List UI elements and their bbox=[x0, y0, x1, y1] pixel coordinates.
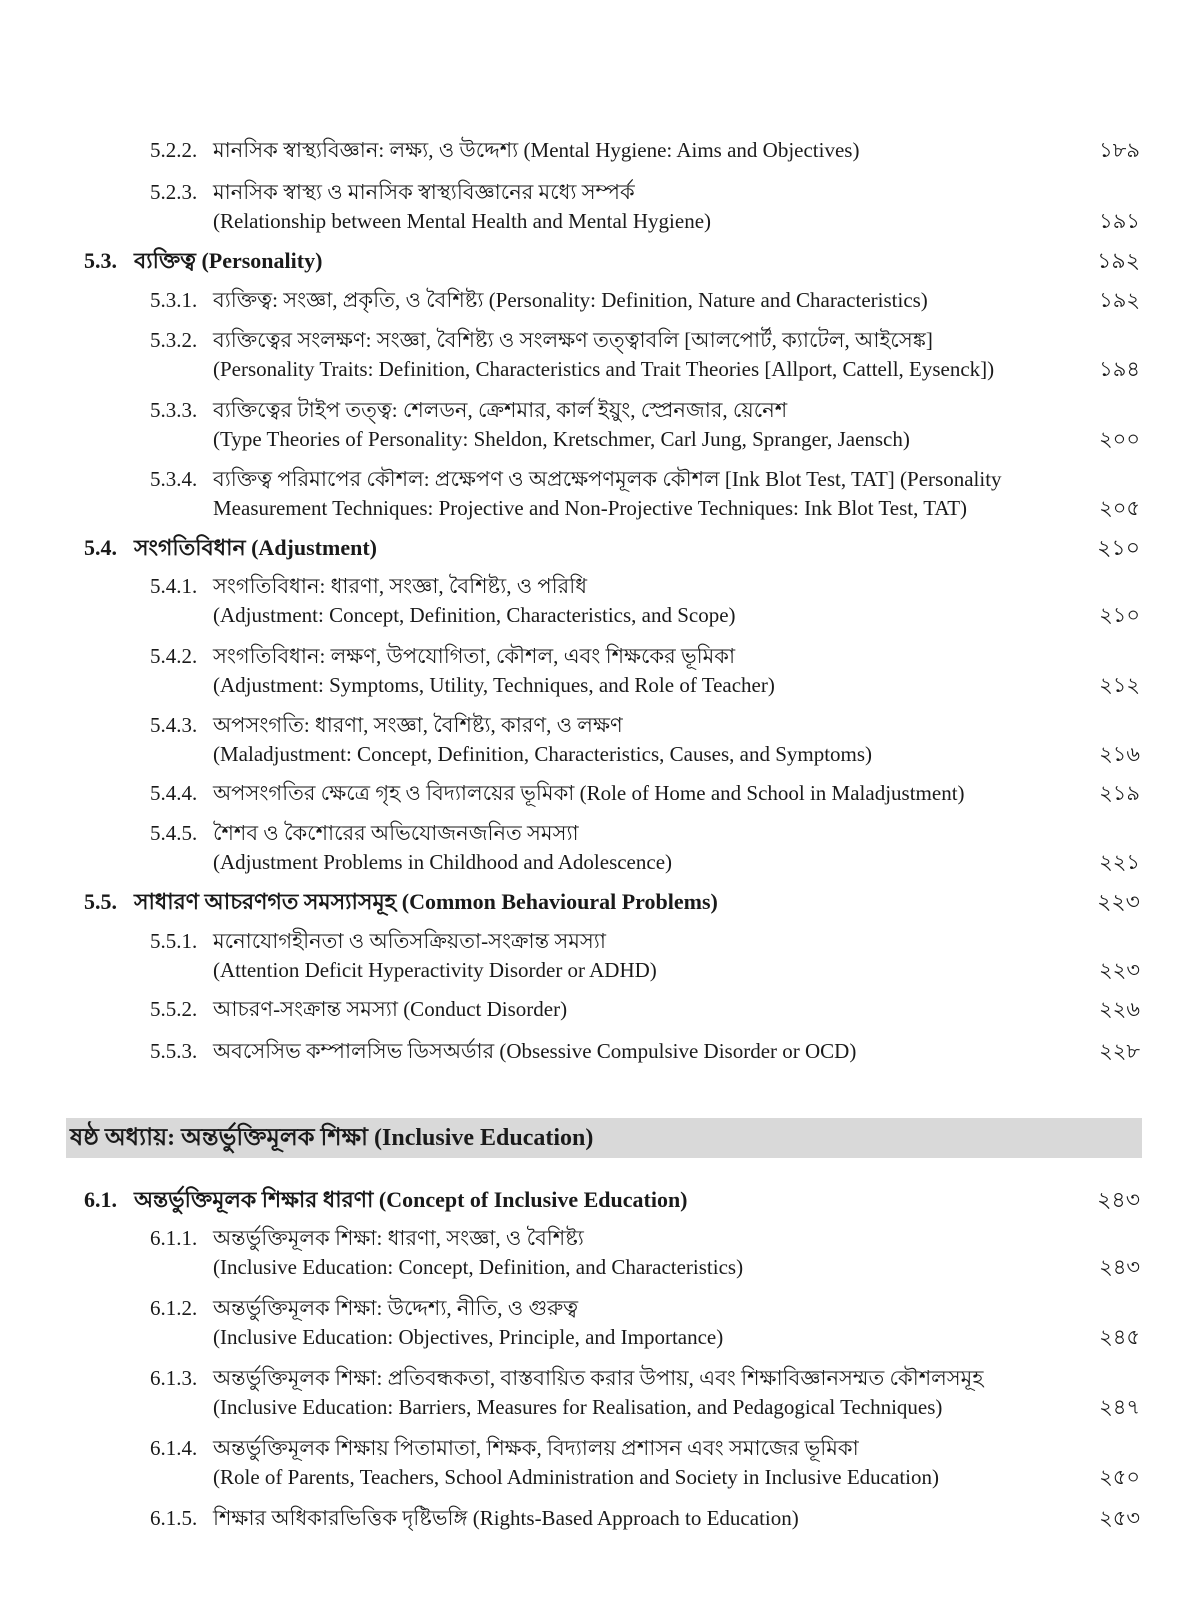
entry-number: 5.3.3. bbox=[150, 398, 198, 422]
entry-page: ২৪৫ bbox=[1099, 1325, 1140, 1349]
section-page: ২১০ bbox=[1097, 535, 1140, 560]
entry-page: ১৮৯ bbox=[1099, 138, 1140, 162]
entry-title-english: (Type Theories of Personality: Sheldon, Kretschmer, Carl Jung, Spranger, Jaensch) bbox=[213, 427, 910, 451]
section-number: 5.5. bbox=[84, 889, 117, 914]
entry-number: 5.5.3. bbox=[150, 1039, 198, 1063]
entry-number: 5.3.4. bbox=[150, 467, 198, 491]
entry-page: ২১২ bbox=[1099, 673, 1140, 697]
entry-number: 5.3.2. bbox=[150, 328, 198, 352]
entry-title-english: (Inclusive Education: Barriers, Measures for Realisation, and Pedagogical Techniques) bbox=[213, 1395, 943, 1419]
entry-number: 5.5.2. bbox=[150, 997, 198, 1021]
entry-title: ব্যক্তিত্বের টাইপ তত্ত্ব: শেলডন, ক্রেশমার, কার্ল ইয়ুং, স্প্রেনজার, য়েনেশ bbox=[213, 398, 788, 422]
entry-title-english: (Inclusive Education: Objectives, Principle, and Importance) bbox=[213, 1325, 724, 1349]
entry-title: সংগতিবিধান: লক্ষণ, উপযোগিতা, কৌশল, এবং শিক্ষকের ভূমিকা bbox=[213, 644, 736, 668]
entry-title: মানসিক স্বাস্থ্যবিজ্ঞান: লক্ষ্য, ও উদ্দেশ্য (Mental Hygiene: Aims and Objectives) bbox=[213, 138, 860, 162]
entry-number: 5.2.3. bbox=[150, 180, 198, 204]
entry-title: ব্যক্তিত্ব পরিমাপের কৌশল: প্রক্ষেপণ ও অপ্রক্ষেপণমূলক কৌশল [Ink Blot Test, TAT] (Personality bbox=[213, 467, 1002, 491]
entry-page: ২২৩ bbox=[1099, 958, 1140, 982]
entry-title: অন্তর্ভুক্তিমূলক শিক্ষা: ধারণা, সংজ্ঞা, ও বৈশিষ্ট্য bbox=[213, 1226, 584, 1250]
entry-page: ২১০ bbox=[1099, 603, 1140, 627]
entry-title: ব্যক্তিত্বের সংলক্ষণ: সংজ্ঞা, বৈশিষ্ট্য ও সংলক্ষণ তত্ত্বাবলি [আলপোর্ট, ক্যাটেল, আইসেঙ্ক] bbox=[213, 328, 933, 352]
entry-title: সংগতিবিধান: ধারণা, সংজ্ঞা, বৈশিষ্ট্য, ও পরিধি bbox=[213, 574, 588, 598]
entry-title-english: (Adjustment: Concept, Definition, Characteristics, and Scope) bbox=[213, 603, 736, 627]
entry-page: ২০০ bbox=[1099, 427, 1140, 451]
chapter-title: ষষ্ঠ অধ্যায়: অন্তর্ভুক্তিমূলক শিক্ষা (Inclusive Education) bbox=[70, 1125, 594, 1151]
entry-page: ২৫৩ bbox=[1099, 1506, 1140, 1530]
entry-title: অপসংগতি: ধারণা, সংজ্ঞা, বৈশিষ্ট্য, কারণ, ও লক্ষণ bbox=[213, 713, 623, 737]
section-title: সাধারণ আচরণগত সমস্যাসমূহ (Common Behavioural Problems) bbox=[134, 889, 718, 914]
entry-page: ২১৬ bbox=[1099, 742, 1140, 766]
section-page: ১৯২ bbox=[1097, 248, 1140, 273]
entry-number: 6.1.1. bbox=[150, 1226, 198, 1250]
entry-page: ২৪৭ bbox=[1099, 1395, 1140, 1419]
section-page: ২৪৩ bbox=[1097, 1187, 1140, 1212]
entry-title-english: Measurement Techniques: Projective and Non-Projective Techniques: Ink Blot Test, TAT) bbox=[213, 496, 968, 520]
entry-number: 5.4.1. bbox=[150, 574, 198, 598]
entry-number: 5.2.2. bbox=[150, 138, 198, 162]
entry-number: 6.1.5. bbox=[150, 1506, 198, 1530]
section-page: ২২৩ bbox=[1097, 889, 1140, 914]
chapter-heading bbox=[66, 1118, 1142, 1158]
entry-number: 5.4.3. bbox=[150, 713, 198, 737]
entry-number: 5.5.1. bbox=[150, 929, 198, 953]
section-number: 5.4. bbox=[84, 535, 117, 560]
section-number: 6.1. bbox=[84, 1187, 117, 1212]
entry-title-english: (Maladjustment: Concept, Definition, Characteristics, Causes, and Symptoms) bbox=[213, 742, 873, 766]
entry-page: ২২১ bbox=[1099, 850, 1140, 874]
entry-page: ১৯৪ bbox=[1099, 357, 1140, 381]
section-number: 5.3. bbox=[84, 248, 117, 273]
entry-title: অবসেসিভ কম্পালসিভ ডিসঅর্ডার (Obsessive Compulsive Disorder or OCD) bbox=[213, 1039, 857, 1063]
entry-title-english: (Adjustment: Symptoms, Utility, Techniques, and Role of Teacher) bbox=[213, 673, 775, 697]
entry-page: ২৫০ bbox=[1099, 1465, 1140, 1489]
entry-number: 6.1.4. bbox=[150, 1436, 198, 1460]
entry-title: ব্যক্তিত্ব: সংজ্ঞা, প্রকৃতি, ও বৈশিষ্ট্য (Personality: Definition, Nature and Characteristics) bbox=[213, 288, 928, 312]
entry-number: 6.1.2. bbox=[150, 1296, 198, 1320]
entry-number: 5.4.5. bbox=[150, 821, 198, 845]
entry-title-english: (Role of Parents, Teachers, School Administration and Society in Inclusive Education) bbox=[213, 1465, 939, 1489]
entry-page: ২১৯ bbox=[1099, 781, 1140, 805]
entry-number: 6.1.3. bbox=[150, 1366, 198, 1390]
entry-title-english: (Personality Traits: Definition, Characteristics and Trait Theories [Allport, Cattell, Eysenck]) bbox=[213, 357, 995, 381]
entry-title: অপসংগতির ক্ষেত্রে গৃহ ও বিদ্যালয়ের ভূমিকা (Role of Home and School in Maladjustment) bbox=[213, 781, 965, 805]
entry-page: ১৯২ bbox=[1099, 288, 1140, 312]
entry-title: অন্তর্ভুক্তিমূলক শিক্ষা: প্রতিবন্ধকতা, বাস্তবায়িত করার উপায়, এবং শিক্ষাবিজ্ঞানসম্মত কৌশলসমূহ bbox=[213, 1366, 984, 1390]
entry-title-english: (Attention Deficit Hyperactivity Disorder or ADHD) bbox=[213, 958, 657, 982]
entry-page: ২২৬ bbox=[1099, 997, 1140, 1021]
entry-page: ২২৮ bbox=[1099, 1039, 1140, 1063]
entry-title: মানসিক স্বাস্থ্য ও মানসিক স্বাস্থ্যবিজ্ঞানের মধ্যে সম্পর্ক bbox=[213, 180, 635, 204]
entry-page: ১৯১ bbox=[1099, 209, 1140, 233]
entry-title: আচরণ-সংক্রান্ত সমস্যা (Conduct Disorder) bbox=[213, 997, 568, 1021]
entry-number: 5.3.1. bbox=[150, 288, 198, 312]
entry-title: শিক্ষার অধিকারভিত্তিক দৃষ্টিভঙ্গি (Rights-Based Approach to Education) bbox=[213, 1506, 799, 1530]
entry-title: শৈশব ও কৈশোরের অভিযোজনজনিত সমস্যা bbox=[213, 821, 579, 845]
entry-title: মনোযোগহীনতা ও অতিসক্রিয়তা-সংক্রান্ত সমস্যা bbox=[213, 929, 606, 953]
section-title: ব্যক্তিত্ব (Personality) bbox=[134, 248, 323, 273]
entry-title: অন্তর্ভুক্তিমূলক শিক্ষা: উদ্দেশ্য, নীতি, ও গুরুত্ব bbox=[213, 1296, 579, 1320]
entry-number: 5.4.4. bbox=[150, 781, 198, 805]
entry-title: অন্তর্ভুক্তিমূলক শিক্ষায় পিতামাতা, শিক্ষক, বিদ্যালয় প্রশাসন এবং সমাজের ভূমিকা bbox=[213, 1436, 859, 1460]
entry-title-english: (Relationship between Mental Health and Mental Hygiene) bbox=[213, 209, 712, 233]
section-title: অন্তর্ভুক্তিমূলক শিক্ষার ধারণা (Concept of Inclusive Education) bbox=[134, 1187, 688, 1212]
entry-title-english: (Inclusive Education: Concept, Definition, and Characteristics) bbox=[213, 1255, 744, 1279]
entry-page: ২০৫ bbox=[1099, 496, 1140, 520]
entry-page: ২৪৩ bbox=[1099, 1255, 1140, 1279]
section-title: সংগতিবিধান (Adjustment) bbox=[134, 535, 377, 560]
entry-number: 5.4.2. bbox=[150, 644, 198, 668]
entry-title-english: (Adjustment Problems in Childhood and Adolescence) bbox=[213, 850, 673, 874]
